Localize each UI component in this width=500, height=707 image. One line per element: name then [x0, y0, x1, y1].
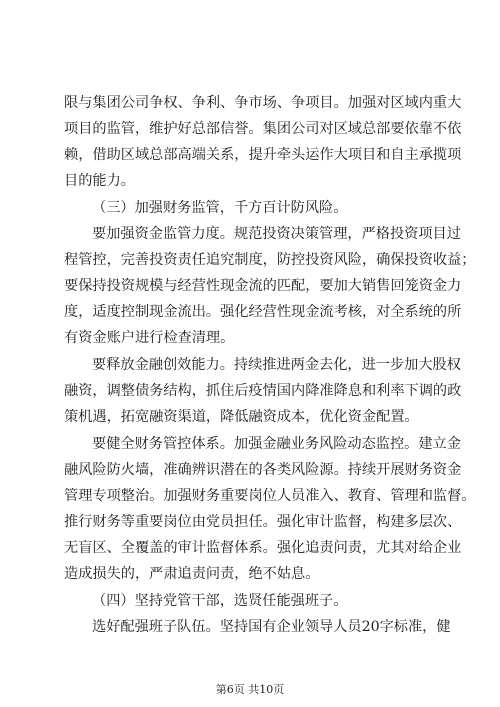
- text-line: 要保持投资规模与经营性现金流的匹配，要加大销售回笼资金力: [64, 278, 462, 294]
- text-line: 项目的监管，维护好总部信誉。集团公司对区域总部要依靠不依: [64, 121, 462, 137]
- text-line: 管理专项整治。加强财务重要岗位人员准入、教育、管理和监督。: [64, 488, 476, 504]
- paragraph-first-line: 要加强资金监管力度。规范投资决策管理，严格投资项目过: [92, 226, 461, 242]
- text-line: 限与集团公司争权、争利、争市场、争项目。加强对区域内重大: [64, 95, 462, 111]
- text-line: 策机遇，拓宽融资渠道，降低融资成本，优化资金配置。: [64, 409, 419, 425]
- text-line: 度，适度控制现金流出。强化经营性现金流考核，对全系统的所: [64, 304, 462, 320]
- text-line: 融风险防火墙，准确辨识潜在的各类风险源。持续开展财务资金: [64, 462, 462, 478]
- paragraph-first-line: 要健全财务管控体系。加强金融业务风险动态监控。建立金: [92, 436, 461, 452]
- section-heading: （四）坚持党管干部，选贤任能强班子。: [92, 593, 348, 609]
- section-heading: （三）加强财务监管，千方百计防风险。: [92, 200, 348, 216]
- paragraph-first-line: 选好配强班子队伍。坚持国有企业领导人员20字标准，健: [92, 619, 451, 635]
- text-line: 融资，调整债务结构，抓住后疫情国内降准降息和利率下调的政: [64, 383, 462, 399]
- text-line: 程管控，完善投资责任追究制度，防控投资风险，确保投资收益；: [64, 252, 476, 268]
- text-line: 无盲区、全覆盖的审计监督体系。强化追责问责，尤其对给企业: [64, 540, 462, 556]
- text-line: 目的能力。: [64, 173, 135, 189]
- paragraph-first-line: 要释放金融创效能力。持续推进两金去化，进一步加大股权: [92, 357, 461, 373]
- text-line: 有资金账户进行检查清理。: [64, 330, 235, 346]
- page-number-footer: 第6页 共10页: [215, 683, 285, 696]
- text-line: 赖，借助区域总部高端关系，提升牵头运作大项目和自主承揽项: [64, 147, 462, 163]
- text-line: 造成损失的，严肃追责问责，绝不姑息。: [64, 566, 320, 582]
- text-line: 推行财务等重要岗位由党员担任。强化审计监督，构建多层次、: [64, 514, 462, 530]
